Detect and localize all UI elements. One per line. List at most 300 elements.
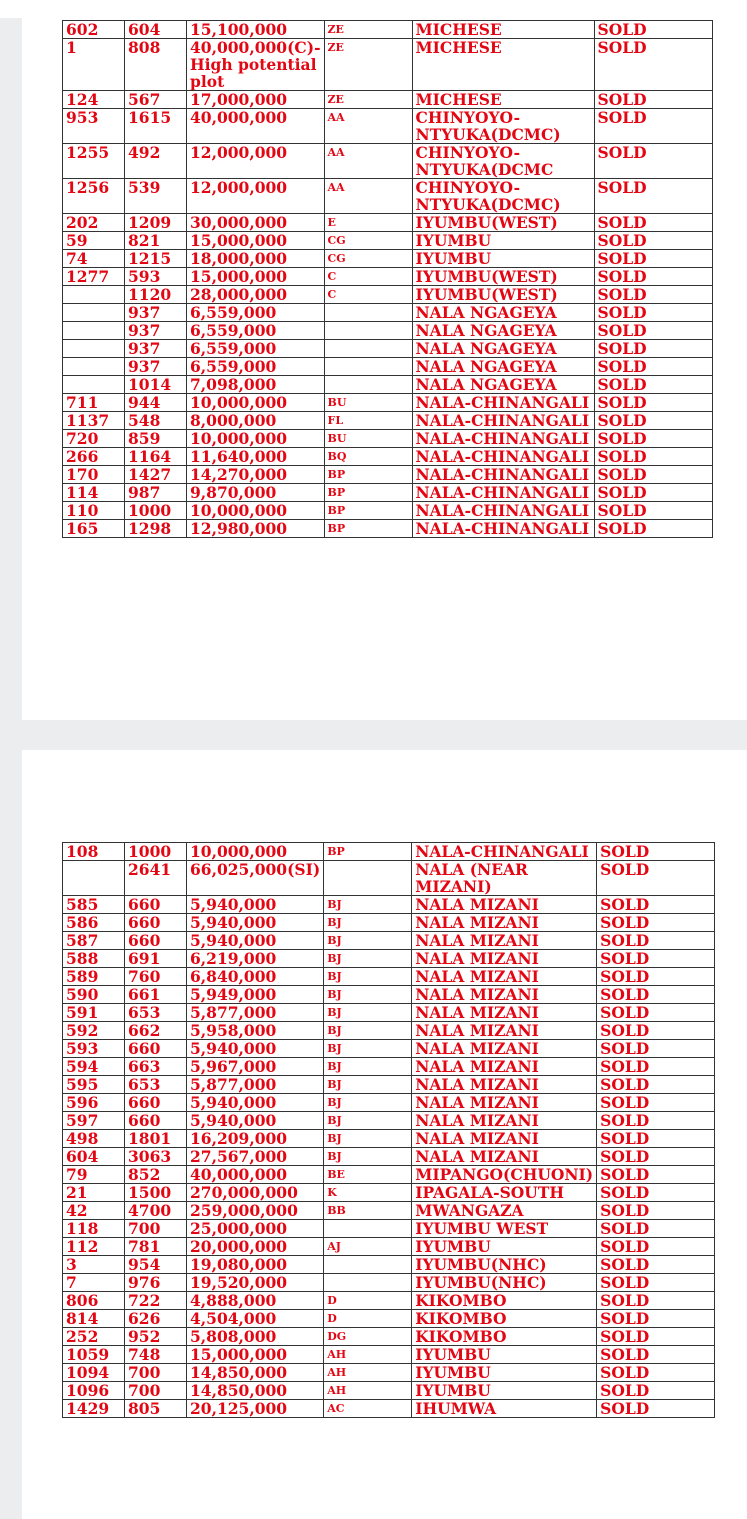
plot-number-cell: 110 <box>63 502 125 520</box>
block-cell <box>324 340 412 358</box>
table-row <box>63 1004 715 1022</box>
price-cell: 4,504,000 <box>187 1310 324 1328</box>
block-cell: DG <box>324 1328 412 1346</box>
plot-number-cell: 79 <box>63 1166 125 1184</box>
price-cell: 15,000,000 <box>187 268 325 286</box>
table-row <box>63 91 713 109</box>
status-cell: SOLD <box>594 322 712 340</box>
block-cell: BJ <box>324 1112 412 1130</box>
block-cell: BJ <box>324 968 412 986</box>
plot-number-cell: 597 <box>63 1112 125 1130</box>
status-cell: SOLD <box>597 1130 715 1148</box>
plot-number-cell <box>63 340 125 358</box>
block-cell: BP <box>324 484 412 502</box>
status-cell: SOLD <box>597 1112 715 1130</box>
plot-number-cell: 266 <box>63 448 125 466</box>
location-cell: IYUMBU <box>412 250 594 268</box>
plot-number-cell: 108 <box>63 843 125 861</box>
table-row <box>63 179 713 214</box>
price-cell: 6,559,000 <box>187 340 325 358</box>
area-sqm-cell: 4700 <box>125 1202 187 1220</box>
status-cell: SOLD <box>594 502 712 520</box>
status-cell: SOLD <box>597 1346 715 1364</box>
plot-number-cell: 7 <box>63 1274 125 1292</box>
block-cell: BE <box>324 1166 412 1184</box>
plot-number-cell: 165 <box>63 520 125 538</box>
block-cell <box>324 304 412 322</box>
location-cell: IYUMBU(NHC) <box>412 1256 597 1274</box>
block-cell: BJ <box>324 950 412 968</box>
table-row <box>63 1184 715 1202</box>
block-cell: ZE <box>324 91 412 109</box>
block-cell: BJ <box>324 1040 412 1058</box>
status-cell: SOLD <box>594 286 712 304</box>
price-cell: 27,567,000 <box>187 1148 324 1166</box>
location-cell: NALA-CHINANGALI <box>412 484 594 502</box>
location-cell: NALA NGAGEYA <box>412 376 594 394</box>
table-row <box>63 430 713 448</box>
plot-number-cell <box>63 322 125 340</box>
area-sqm-cell: 1164 <box>125 448 187 466</box>
status-cell: SOLD <box>594 340 712 358</box>
table-row <box>63 21 713 39</box>
status-cell: SOLD <box>597 1292 715 1310</box>
status-cell: SOLD <box>597 1328 715 1346</box>
plot-number-cell: 590 <box>63 986 125 1004</box>
table-row <box>63 322 713 340</box>
block-cell: BP <box>324 502 412 520</box>
price-cell: 9,870,000 <box>187 484 325 502</box>
plot-number-cell: 586 <box>63 914 125 932</box>
table-row <box>63 1040 715 1058</box>
status-cell: SOLD <box>597 1274 715 1292</box>
plot-number-cell: 1096 <box>63 1382 125 1400</box>
table-row <box>63 340 713 358</box>
plot-number-cell: 118 <box>63 1220 125 1238</box>
area-sqm-cell: 2641 <box>125 861 187 896</box>
location-cell: IYUMBU WEST <box>412 1220 597 1238</box>
status-cell: SOLD <box>597 950 715 968</box>
area-sqm-cell: 1500 <box>125 1184 187 1202</box>
location-cell: CHINYOYO-NTYUKA(DCMC) <box>412 179 594 214</box>
price-cell: 15,000,000 <box>187 1346 324 1364</box>
block-cell: BJ <box>324 1022 412 1040</box>
plot-number-cell: 602 <box>63 21 125 39</box>
location-cell: IYUMBU <box>412 1346 597 1364</box>
table-row <box>63 1382 715 1400</box>
plot-number-cell: 112 <box>63 1238 125 1256</box>
plot-number-cell: 1137 <box>63 412 125 430</box>
area-sqm-cell: 1120 <box>125 286 187 304</box>
status-cell: SOLD <box>594 91 712 109</box>
block-cell: BJ <box>324 1076 412 1094</box>
status-cell: SOLD <box>597 1202 715 1220</box>
plot-number-cell: 592 <box>63 1022 125 1040</box>
table-row <box>63 932 715 950</box>
area-sqm-cell: 604 <box>125 21 187 39</box>
block-cell: BB <box>324 1202 412 1220</box>
price-cell: 6,840,000 <box>187 968 324 986</box>
table-row <box>63 286 713 304</box>
location-cell: MICHESE <box>412 39 594 91</box>
plot-number-cell: 587 <box>63 932 125 950</box>
table-row <box>63 1076 715 1094</box>
price-cell: 25,000,000 <box>187 1220 324 1238</box>
location-cell: NALA MIZANI <box>412 968 597 986</box>
plot-number-cell <box>63 376 125 394</box>
plot-number-cell: 1256 <box>63 179 125 214</box>
status-cell: SOLD <box>594 214 712 232</box>
area-sqm-cell: 548 <box>125 412 187 430</box>
area-sqm-cell: 821 <box>125 232 187 250</box>
block-cell <box>324 1256 412 1274</box>
area-sqm-cell: 663 <box>125 1058 187 1076</box>
status-cell: SOLD <box>597 1076 715 1094</box>
price-cell: 10,000,000 <box>187 502 325 520</box>
table-row <box>63 39 713 91</box>
plot-number-cell: 124 <box>63 91 125 109</box>
location-cell: MICHESE <box>412 21 594 39</box>
plot-number-cell: 595 <box>63 1076 125 1094</box>
area-sqm-cell: 660 <box>125 914 187 932</box>
price-cell: 5,940,000 <box>187 1040 324 1058</box>
plot-number-cell: 42 <box>63 1202 125 1220</box>
table-row <box>63 843 715 861</box>
table-row <box>63 1166 715 1184</box>
plot-number-cell <box>63 286 125 304</box>
price-cell: 5,877,000 <box>187 1004 324 1022</box>
block-cell: BJ <box>324 914 412 932</box>
status-cell: SOLD <box>594 430 712 448</box>
area-sqm-cell: 937 <box>125 340 187 358</box>
status-cell: SOLD <box>594 179 712 214</box>
plot-number-cell: 594 <box>63 1058 125 1076</box>
location-cell: NALA NGAGEYA <box>412 304 594 322</box>
location-cell: KIKOMBO <box>412 1328 597 1346</box>
price-cell: 14,270,000 <box>187 466 325 484</box>
block-cell: AA <box>324 144 412 179</box>
location-cell: NALA MIZANI <box>412 914 597 932</box>
plot-number-cell: 604 <box>63 1148 125 1166</box>
plot-number-cell <box>63 304 125 322</box>
status-cell: SOLD <box>597 1310 715 1328</box>
price-cell: 259,000,000 <box>187 1202 324 1220</box>
block-cell: AH <box>324 1346 412 1364</box>
area-sqm-cell: 1427 <box>125 466 187 484</box>
location-cell: NALA MIZANI <box>412 950 597 968</box>
plot-number-cell: 806 <box>63 1292 125 1310</box>
block-cell: AJ <box>324 1238 412 1256</box>
area-sqm-cell: 859 <box>125 430 187 448</box>
status-cell: SOLD <box>594 109 712 144</box>
status-cell: SOLD <box>597 1094 715 1112</box>
status-cell: SOLD <box>594 21 712 39</box>
price-cell: 12,980,000 <box>187 520 325 538</box>
location-cell: CHINYOYO-NTYUKA(DCMC) <box>412 109 594 144</box>
block-cell: ZE <box>324 39 412 91</box>
location-cell: NALA-CHINANGALI <box>412 394 594 412</box>
price-cell: 14,850,000 <box>187 1382 324 1400</box>
status-cell: SOLD <box>597 1382 715 1400</box>
table-row <box>63 1058 715 1076</box>
plot-number-cell: 720 <box>63 430 125 448</box>
location-cell: NALA-CHINANGALI <box>412 466 594 484</box>
price-cell: 10,000,000 <box>187 430 325 448</box>
status-cell: SOLD <box>597 1166 715 1184</box>
table-row <box>63 950 715 968</box>
location-cell: MIPANGO(CHUONI) <box>412 1166 597 1184</box>
price-cell: 5,877,000 <box>187 1076 324 1094</box>
area-sqm-cell: 781 <box>125 1238 187 1256</box>
location-cell: IYUMBU(WEST) <box>412 286 594 304</box>
area-sqm-cell: 1298 <box>125 520 187 538</box>
table-row <box>63 358 713 376</box>
plot-number-cell: 1059 <box>63 1346 125 1364</box>
status-cell: SOLD <box>597 1364 715 1382</box>
block-cell <box>324 322 412 340</box>
status-cell: SOLD <box>597 932 715 950</box>
block-cell: BU <box>324 394 412 412</box>
location-cell: NALA MIZANI <box>412 1112 597 1130</box>
price-cell: 20,125,000 <box>187 1400 324 1418</box>
table-row <box>63 1202 715 1220</box>
block-cell: BJ <box>324 1004 412 1022</box>
location-cell: NALA-CHINANGALI <box>412 430 594 448</box>
table-row <box>63 1256 715 1274</box>
area-sqm-cell: 1615 <box>125 109 187 144</box>
price-cell: 5,940,000 <box>187 932 324 950</box>
plot-number-cell: 202 <box>63 214 125 232</box>
table-row <box>63 412 713 430</box>
location-cell: NALA (NEAR MIZANI) <box>412 861 597 896</box>
location-cell: IYUMBU <box>412 232 594 250</box>
price-cell: 40,000,000 <box>187 1166 324 1184</box>
price-cell: 5,949,000 <box>187 986 324 1004</box>
table-row <box>63 1094 715 1112</box>
table-row <box>63 232 713 250</box>
block-cell: AH <box>324 1382 412 1400</box>
area-sqm-cell: 700 <box>125 1382 187 1400</box>
table-row <box>63 861 715 896</box>
table-row <box>63 1274 715 1292</box>
table-row <box>63 1346 715 1364</box>
price-cell: 270,000,000 <box>187 1184 324 1202</box>
plot-number-cell: 59 <box>63 232 125 250</box>
table-row <box>63 304 713 322</box>
area-sqm-cell: 937 <box>125 358 187 376</box>
plot-number-cell: 114 <box>63 484 125 502</box>
location-cell: IYUMBU(WEST) <box>412 214 594 232</box>
document-page-2 <box>22 750 747 1519</box>
plot-number-cell: 593 <box>63 1040 125 1058</box>
location-cell: NALA-CHINANGALI <box>412 448 594 466</box>
price-cell: 10,000,000 <box>187 843 324 861</box>
block-cell: BJ <box>324 1058 412 1076</box>
status-cell: SOLD <box>597 1022 715 1040</box>
block-cell: BU <box>324 430 412 448</box>
price-cell: 5,940,000 <box>187 1094 324 1112</box>
plot-number-cell: 589 <box>63 968 125 986</box>
plot-number-cell: 1 <box>63 39 125 91</box>
status-cell: SOLD <box>597 861 715 896</box>
table-row <box>63 1130 715 1148</box>
table-row <box>63 466 713 484</box>
area-sqm-cell: 1014 <box>125 376 187 394</box>
block-cell <box>324 1274 412 1292</box>
area-sqm-cell: 626 <box>125 1310 187 1328</box>
table-row <box>63 1220 715 1238</box>
table-row <box>63 986 715 1004</box>
status-cell: SOLD <box>594 394 712 412</box>
location-cell: NALA MIZANI <box>412 1040 597 1058</box>
block-cell: D <box>324 1310 412 1328</box>
area-sqm-cell: 952 <box>125 1328 187 1346</box>
status-cell: SOLD <box>594 358 712 376</box>
block-cell: AH <box>324 1364 412 1382</box>
plot-number-cell: 170 <box>63 466 125 484</box>
plot-number-cell: 21 <box>63 1184 125 1202</box>
price-cell: 15,100,000 <box>187 21 325 39</box>
price-cell: 30,000,000 <box>187 214 325 232</box>
price-cell: 40,000,000 <box>187 109 325 144</box>
status-cell: SOLD <box>594 304 712 322</box>
location-cell: IYUMBU(NHC) <box>412 1274 597 1292</box>
area-sqm-cell: 808 <box>125 39 187 91</box>
status-cell: SOLD <box>597 986 715 1004</box>
price-cell: 11,640,000 <box>187 448 325 466</box>
status-cell: SOLD <box>597 1148 715 1166</box>
block-cell <box>324 1220 412 1238</box>
status-cell: SOLD <box>594 484 712 502</box>
area-sqm-cell: 653 <box>125 1076 187 1094</box>
block-cell: BJ <box>324 1094 412 1112</box>
area-sqm-cell: 700 <box>125 1364 187 1382</box>
block-cell: C <box>324 268 412 286</box>
price-cell: 6,219,000 <box>187 950 324 968</box>
area-sqm-cell: 660 <box>125 932 187 950</box>
location-cell: KIKOMBO <box>412 1292 597 1310</box>
table-row <box>63 1148 715 1166</box>
area-sqm-cell: 700 <box>125 1220 187 1238</box>
location-cell: IHUMWA <box>412 1400 597 1418</box>
price-cell: 19,520,000 <box>187 1274 324 1292</box>
location-cell: IPAGALA-SOUTH <box>412 1184 597 1202</box>
price-cell: 5,808,000 <box>187 1328 324 1346</box>
block-cell: BP <box>324 466 412 484</box>
area-sqm-cell: 1801 <box>125 1130 187 1148</box>
area-sqm-cell: 661 <box>125 986 187 1004</box>
table-row <box>63 1364 715 1382</box>
plot-number-cell: 1255 <box>63 144 125 179</box>
area-sqm-cell: 1215 <box>125 250 187 268</box>
area-sqm-cell: 660 <box>125 1040 187 1058</box>
block-cell: AC <box>324 1400 412 1418</box>
plot-number-cell: 588 <box>63 950 125 968</box>
status-cell: SOLD <box>594 268 712 286</box>
area-sqm-cell: 937 <box>125 322 187 340</box>
location-cell: NALA NGAGEYA <box>412 340 594 358</box>
plot-number-cell <box>63 358 125 376</box>
table-row <box>63 268 713 286</box>
block-cell: BP <box>324 843 412 861</box>
status-cell: SOLD <box>594 448 712 466</box>
price-cell: 5,940,000 <box>187 914 324 932</box>
price-cell: 16,209,000 <box>187 1130 324 1148</box>
area-sqm-cell: 653 <box>125 1004 187 1022</box>
location-cell: NALA NGAGEYA <box>412 322 594 340</box>
price-cell: 40,000,000(C)- High potential plot <box>187 39 325 91</box>
area-sqm-cell: 944 <box>125 394 187 412</box>
block-cell: FL <box>324 412 412 430</box>
price-cell: 18,000,000 <box>187 250 325 268</box>
location-cell: NALA MIZANI <box>412 1004 597 1022</box>
area-sqm-cell: 492 <box>125 144 187 179</box>
plot-number-cell: 3 <box>63 1256 125 1274</box>
status-cell: SOLD <box>594 144 712 179</box>
location-cell: CHINYOYO-NTYUKA(DCMC <box>412 144 594 179</box>
table-row <box>63 1328 715 1346</box>
area-sqm-cell: 660 <box>125 896 187 914</box>
location-cell: NALA MIZANI <box>412 932 597 950</box>
area-sqm-cell: 567 <box>125 91 187 109</box>
status-cell: SOLD <box>597 968 715 986</box>
location-cell: IYUMBU <box>412 1364 597 1382</box>
table-row <box>63 250 713 268</box>
status-cell: SOLD <box>597 914 715 932</box>
price-cell: 6,559,000 <box>187 358 325 376</box>
block-cell <box>324 376 412 394</box>
plot-number-cell: 596 <box>63 1094 125 1112</box>
price-cell: 6,559,000 <box>187 304 325 322</box>
price-cell: 20,000,000 <box>187 1238 324 1256</box>
price-cell: 7,098,000 <box>187 376 325 394</box>
location-cell: MICHESE <box>412 91 594 109</box>
price-cell: 6,559,000 <box>187 322 325 340</box>
area-sqm-cell: 722 <box>125 1292 187 1310</box>
table-row <box>63 214 713 232</box>
table-row <box>63 1400 715 1418</box>
status-cell: SOLD <box>594 466 712 484</box>
table-row <box>63 1292 715 1310</box>
block-cell: AA <box>324 109 412 144</box>
price-cell: 5,958,000 <box>187 1022 324 1040</box>
status-cell: SOLD <box>597 1400 715 1418</box>
document-page-1 <box>22 0 747 720</box>
location-cell: NALA-CHINANGALI <box>412 520 594 538</box>
block-cell: BJ <box>324 1148 412 1166</box>
table-row <box>63 1112 715 1130</box>
block-cell <box>324 358 412 376</box>
plot-number-cell: 591 <box>63 1004 125 1022</box>
location-cell: KIKOMBO <box>412 1310 597 1328</box>
area-sqm-cell: 954 <box>125 1256 187 1274</box>
block-cell <box>324 861 412 896</box>
plot-sales-table-page-2 <box>62 842 715 1418</box>
plot-number-cell: 498 <box>63 1130 125 1148</box>
area-sqm-cell: 987 <box>125 484 187 502</box>
block-cell: BJ <box>324 986 412 1004</box>
price-cell: 19,080,000 <box>187 1256 324 1274</box>
plot-number-cell: 814 <box>63 1310 125 1328</box>
plot-number-cell: 1277 <box>63 268 125 286</box>
area-sqm-cell: 1000 <box>125 502 187 520</box>
status-cell: SOLD <box>597 1256 715 1274</box>
location-cell: NALA-CHINANGALI <box>412 843 597 861</box>
location-cell: NALA NGAGEYA <box>412 358 594 376</box>
area-sqm-cell: 539 <box>125 179 187 214</box>
location-cell: NALA MIZANI <box>412 1022 597 1040</box>
location-cell: NALA-CHINANGALI <box>412 412 594 430</box>
